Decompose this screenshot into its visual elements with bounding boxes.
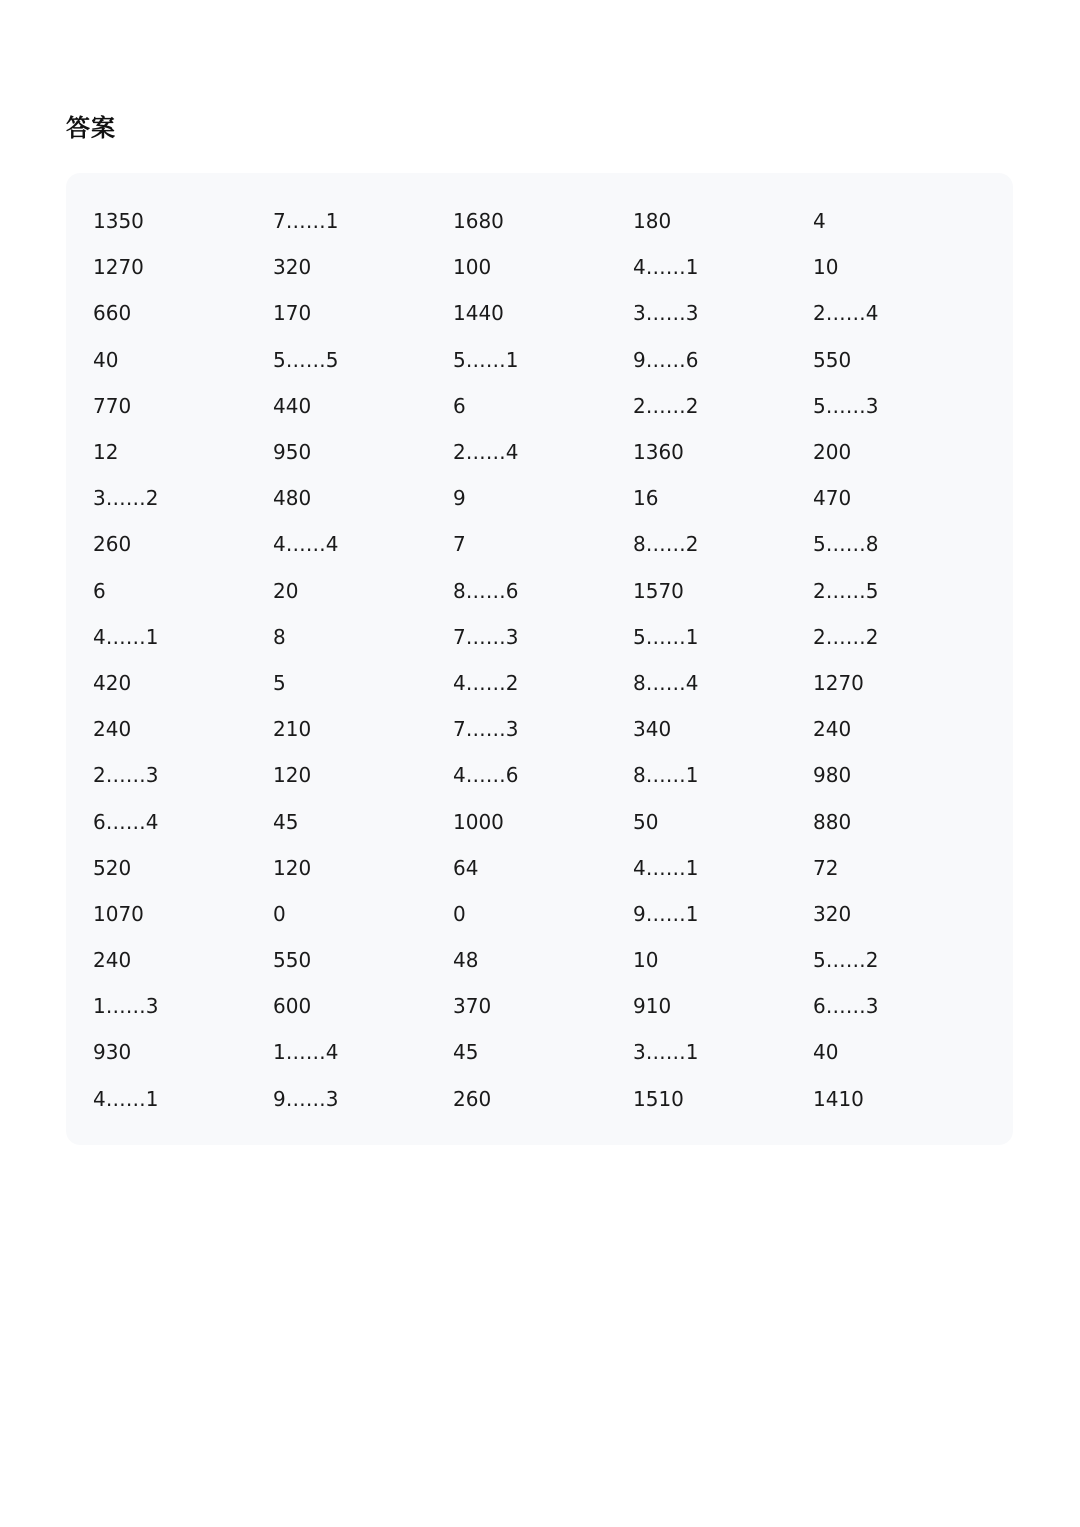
answer-cell: 910 [633, 994, 672, 1019]
answer-cell: 50 [633, 809, 659, 834]
answer-cell: 9……6 [633, 347, 699, 372]
answer-cell: 40 [93, 347, 119, 372]
answer-cell: 4……4 [273, 532, 339, 557]
answer-cell: 4……1 [633, 255, 699, 280]
answer-cell: 0 [453, 901, 466, 926]
answer-cell: 10 [813, 255, 839, 280]
answer-cell: 5……1 [453, 347, 519, 372]
answer-cell: 1510 [633, 1086, 684, 1111]
answer-cell: 210 [273, 717, 312, 742]
answer-cell: 880 [813, 809, 852, 834]
answer-panel [66, 173, 1013, 1145]
answer-cell: 4 [813, 209, 826, 234]
answer-cell: 180 [633, 209, 672, 234]
answer-cell: 4……1 [93, 1086, 159, 1111]
answer-cell: 16 [633, 486, 659, 511]
answer-cell: 64 [453, 855, 479, 880]
answer-cell: 170 [273, 301, 312, 326]
answer-cell: 3……2 [93, 486, 159, 511]
answer-cell: 6 [453, 393, 466, 418]
answer-cell: 7……3 [453, 624, 519, 649]
answer-cell: 470 [813, 486, 852, 511]
answer-cell: 520 [93, 855, 132, 880]
answer-grid [93, 198, 993, 1122]
answer-cell: 6 [93, 578, 106, 603]
answer-cell: 5 [273, 670, 286, 695]
answer-cell: 480 [273, 486, 312, 511]
answer-cell: 2……3 [93, 763, 159, 788]
answer-cell: 660 [93, 301, 132, 326]
answer-cell: 1350 [93, 209, 144, 234]
answer-cell: 4……1 [93, 624, 159, 649]
answer-cell: 45 [453, 1040, 479, 1065]
answer-cell: 45 [273, 809, 299, 834]
answer-cell: 120 [273, 763, 312, 788]
answer-cell: 1070 [93, 901, 144, 926]
answer-cell: 370 [453, 994, 492, 1019]
answer-cell: 8……6 [453, 578, 519, 603]
answer-cell: 2……2 [813, 624, 879, 649]
answer-cell: 9 [453, 486, 466, 511]
answer-cell: 40 [813, 1040, 839, 1065]
answer-cell: 420 [93, 670, 132, 695]
page-title: 答案 [66, 114, 116, 142]
answer-cell: 8……2 [633, 532, 699, 557]
answer-cell: 1360 [633, 440, 684, 465]
answer-cell: 3……3 [633, 301, 699, 326]
answer-cell: 6……4 [93, 809, 159, 834]
answer-cell: 1680 [453, 209, 504, 234]
answer-cell: 4……6 [453, 763, 519, 788]
answer-cell: 5……3 [813, 393, 879, 418]
answer-cell: 200 [813, 440, 852, 465]
answer-cell: 0 [273, 901, 286, 926]
answer-cell: 260 [453, 1086, 492, 1111]
answer-cell: 440 [273, 393, 312, 418]
answer-cell: 1270 [93, 255, 144, 280]
answer-cell: 950 [273, 440, 312, 465]
answer-cell: 5……2 [813, 948, 879, 973]
answer-cell: 550 [273, 948, 312, 973]
answer-cell: 9……1 [633, 901, 699, 926]
answer-cell: 320 [813, 901, 852, 926]
answer-cell: 4……2 [453, 670, 519, 695]
answer-cell: 550 [813, 347, 852, 372]
answer-cell: 6……3 [813, 994, 879, 1019]
answer-cell: 10 [633, 948, 659, 973]
answer-cell: 12 [93, 440, 119, 465]
answer-cell: 8 [273, 624, 286, 649]
answer-cell: 340 [633, 717, 672, 742]
answer-cell: 1……3 [93, 994, 159, 1019]
answer-cell: 20 [273, 578, 299, 603]
answer-cell: 5……5 [273, 347, 339, 372]
answer-cell: 1……4 [273, 1040, 339, 1065]
answer-cell: 8……1 [633, 763, 699, 788]
answer-cell: 4……1 [633, 855, 699, 880]
answer-cell: 930 [93, 1040, 132, 1065]
answer-cell: 1410 [813, 1086, 864, 1111]
answer-cell: 7……1 [273, 209, 339, 234]
answer-cell: 2……4 [453, 440, 519, 465]
answer-cell: 1000 [453, 809, 504, 834]
answer-cell: 3……1 [633, 1040, 699, 1065]
answer-cell: 1270 [813, 670, 864, 695]
answer-cell: 2……5 [813, 578, 879, 603]
answer-cell: 72 [813, 855, 839, 880]
answer-cell: 240 [813, 717, 852, 742]
answer-cell: 100 [453, 255, 492, 280]
answer-cell: 2……2 [633, 393, 699, 418]
answer-cell: 770 [93, 393, 132, 418]
answer-cell: 240 [93, 948, 132, 973]
answer-cell: 240 [93, 717, 132, 742]
answer-cell: 1440 [453, 301, 504, 326]
answer-cell: 260 [93, 532, 132, 557]
answer-cell: 980 [813, 763, 852, 788]
answer-cell: 120 [273, 855, 312, 880]
answer-cell: 48 [453, 948, 479, 973]
answer-cell: 5……1 [633, 624, 699, 649]
answer-cell: 7 [453, 532, 466, 557]
answer-cell: 1570 [633, 578, 684, 603]
answer-cell: 7……3 [453, 717, 519, 742]
answer-cell: 2……4 [813, 301, 879, 326]
answer-cell: 5……8 [813, 532, 879, 557]
answer-cell: 320 [273, 255, 312, 280]
answer-cell: 9……3 [273, 1086, 339, 1111]
answer-cell: 8……4 [633, 670, 699, 695]
answer-cell: 600 [273, 994, 312, 1019]
